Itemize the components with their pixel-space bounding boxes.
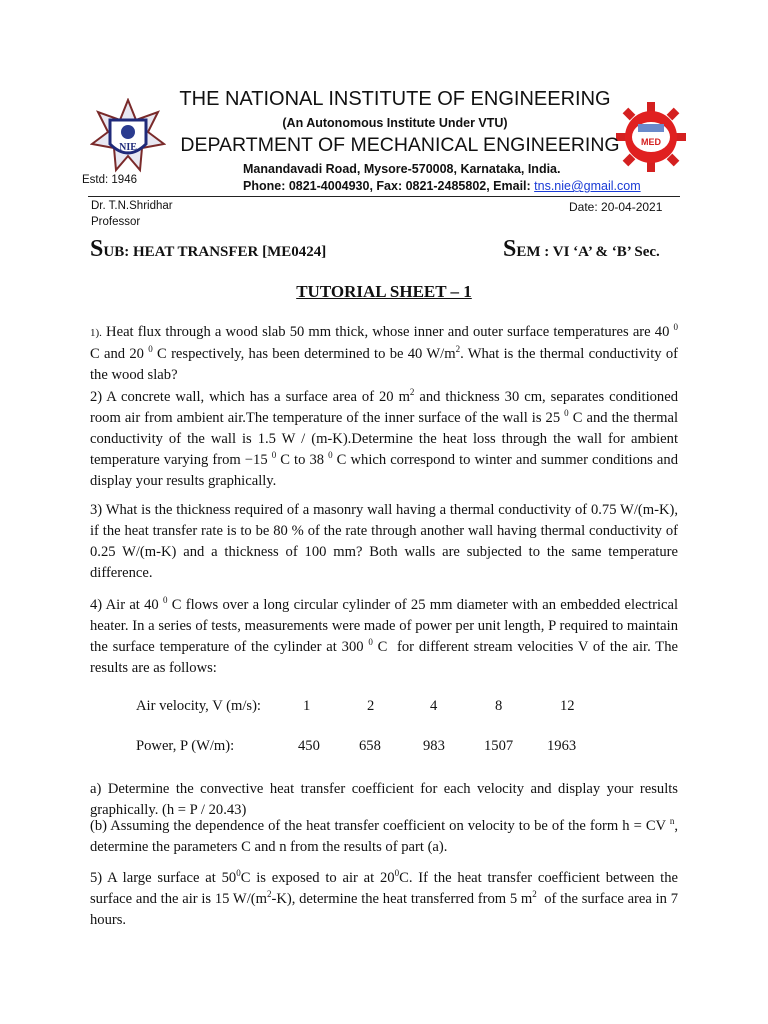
velocity-label: Air velocity, V (m/s): [136, 698, 261, 714]
autonomous-note: (An Autonomous Institute Under VTU) [282, 116, 508, 130]
table-row-power [0, 738, 768, 758]
question-5: 5) A large surface at $50^0C$ is exposed to air at $20^0C$. If the heat transfer coefficient between the surface and the air is 15 $W/(m^2-K)$, determine the heat transferred from 5 $m^2$ of the surface area in 7 hours. [90, 868, 678, 928]
power-value: 658 [359, 738, 381, 754]
question-4a: a) Determine the convective heat transfer coefficient for each velocity and display your results graphically. (h = P / 20.43) [90, 781, 678, 818]
established-year: Estd: 1946 [82, 174, 137, 186]
subject-line [90, 236, 326, 263]
subject-text: UB: HEAT TRANSFER [ME0424] [103, 244, 327, 260]
question-2: 2) A concrete wall, which has a surface area of 20 $m^2$ and thickness 30 cm, separates conditioned room air from ambient air.The temperature of the inner surface of the wall is 25 $^0$ C and the thermal conductivity of the wall is 1.5 W / (m-K).Determine the heat loss through the wall for ambient temperature varying from −15 $^0$ C to 38 $^0$ C which correspond to winter and summer conditions and display your results graphically. [90, 387, 678, 489]
velocity-value: 2 [367, 698, 375, 714]
table-row-velocity [0, 698, 768, 718]
velocity-value: 8 [495, 698, 503, 714]
author-name: Dr. T.N.Shridhar [91, 200, 173, 212]
velocity-value: 1 [303, 698, 311, 714]
question-3: 3) What is the thickness required of a masonry wall having a thermal conductivity of 0.75 W/(m-K), if the heat transfer rate is to be 80 % of the rate through another wall having thermal conductivity of 0.25 W/(m-K) and a thickness of 100 mm? Both walls are subjected to the same temperature difference. [90, 502, 678, 581]
power-value: 1963 [547, 738, 577, 754]
header-divider [88, 196, 680, 197]
subject-initial: S [90, 236, 104, 262]
power-value: 450 [298, 738, 320, 754]
power-label: Power, P (W/m): [136, 738, 235, 754]
svg-text:NIE: NIE [119, 142, 137, 153]
semester-line [503, 236, 660, 263]
institute-name: THE NATIONAL INSTITUTE OF ENGINEERING [179, 88, 611, 110]
contact-line [243, 179, 641, 193]
author-title: Professor [91, 216, 141, 228]
velocity-value: 12 [560, 698, 575, 714]
svg-text:MED: MED [641, 137, 661, 147]
question-4b: (b) Assuming the dependence of the heat transfer coefficient on velocity to be of the form h = CV $^n$, determine the parameters C and n from the results of part (a). [90, 816, 678, 855]
semester-text: EM : VI ‘A’ & ‘B’ Sec. [516, 244, 660, 260]
power-value: 1507 [484, 738, 514, 754]
power-value: 983 [423, 738, 445, 754]
question-1: 1). Heat flux through a wood slab 50 mm thick, whose inner and outer surface temperatures are 40 $^0$ C and 20 $^0$ C respectively, has been determined to be 40 $W/m^2$. What is the thermal conductivity of the wood slab? [90, 322, 679, 383]
document-date: Date: 20-04-2021 [569, 200, 663, 214]
semester-initial: S [503, 236, 517, 262]
address: Manandavadi Road, Mysore-570008, Karnataka, India. [243, 162, 561, 176]
email-link[interactable]: tns.nie@gmail.com [534, 179, 641, 193]
question-4: 4) Air at 40 $^0$ C flows over a long circular cylinder of 25 mm diameter with an embedded electrical heater. In a series of tests, measurements were made of power per unit length, P required to maintain the surface temperature of the cylinder at 300 $^0$ C for different stream velocities V of the air. The results are as follows: [90, 595, 679, 676]
department-name: DEPARTMENT OF MECHANICAL ENGINEERING [180, 134, 620, 156]
phone-fax: Phone: 0821-4004930, Fax: 0821-2485802, Email: [243, 179, 535, 193]
velocity-value: 4 [430, 698, 438, 714]
tutorial-title: TUTORIAL SHEET – 1 [296, 282, 472, 301]
